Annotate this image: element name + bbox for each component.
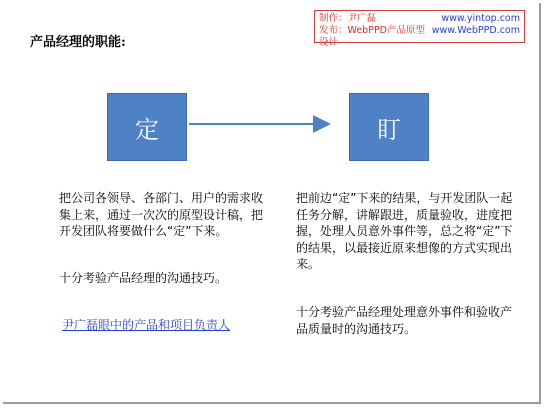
track-description: 把前边“定”下来的结果，与开发团队一起任务分解，讲解跟进，质量验收，进度把握，处理人员意外事件等，总之将“定”下的结果，以最接近原来想像的方式实现出来。	[296, 191, 513, 271]
define-box: 定	[107, 93, 187, 161]
author-label: 制作：尹广磊	[319, 13, 377, 24]
define-note: 十分考验产品经理的沟通技巧。	[59, 271, 228, 285]
slide-title: 产品经理的职能:	[30, 35, 126, 50]
track-box: 盯	[349, 93, 429, 161]
publisher-site-link[interactable]: www.WebPPD.com	[431, 25, 520, 36]
responsibility-link[interactable]: 尹广磊眼中的产品和项目负责人	[62, 318, 231, 332]
author-site-link[interactable]: www.yintop.com	[441, 13, 520, 24]
right-arrow-icon	[313, 115, 331, 133]
publisher-label: 发布：WebPPD产品原型设计	[319, 25, 425, 48]
track-note: 十分考验产品经理处理意外事件和验收产品质量时的沟通技巧。	[296, 305, 513, 336]
define-description: 把公司各领导、各部门、用户的需求收集上来，通过一次次的原型设计稿，把开发团队将要做什么“定”下来。	[59, 191, 264, 238]
